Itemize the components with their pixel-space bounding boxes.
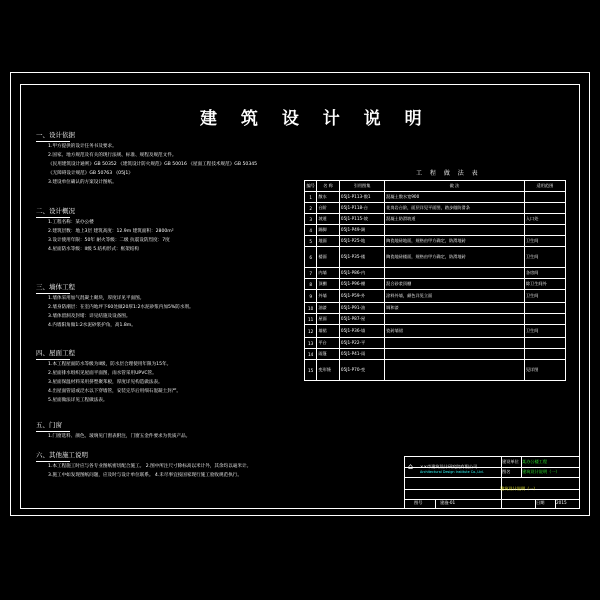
table-cell: 05J1-P59-外 — [339, 290, 384, 303]
note-line: 4.出屋面管道或泛水以下穿墙管，安装完毕后用细石混凝土封严。 — [48, 389, 182, 394]
note-line: 《无障碍设计规范》GB 50763 《05J1》 — [48, 171, 133, 176]
table-cell: 调和漆 — [385, 303, 525, 314]
table-row — [305, 192, 566, 203]
table-cell: 卫生间 — [524, 247, 565, 268]
table-row — [305, 225, 566, 236]
table-cell: 05J1-P70-变 — [339, 360, 384, 381]
table-cell: 05J1-P41-雨 — [339, 349, 384, 360]
table-cell: 05J1-P35-楼 — [339, 247, 384, 268]
table-cell: 地面 — [317, 236, 340, 247]
table-header-cell: 编号 — [305, 181, 317, 192]
table-cell: 15 — [305, 360, 317, 381]
date-label: 日期 — [536, 500, 545, 505]
table-row — [305, 268, 566, 279]
heading-underline — [36, 141, 70, 142]
table-cell: 陶瓷地砖楼面，规格由甲方确定，防滑地砖 — [385, 247, 525, 268]
table-row — [305, 360, 566, 381]
note-line: 2.国家、地方规范及有关的现行法规、标准、规程及规范文件。 — [48, 153, 177, 158]
table-cell: 14 — [305, 349, 317, 360]
drawing-title: 建筑设计说明（一） — [500, 486, 538, 491]
table-cell: 05J1-P113-散1 — [339, 192, 384, 203]
table-cell — [524, 303, 565, 314]
table-cell: 混凝土防滑坡道 — [385, 214, 525, 225]
table-cell: 外墙 — [317, 290, 340, 303]
heading-underline — [36, 293, 70, 294]
note-line: 2.墙身防潮层：在室内地坪下60处做20厚1:2水泥砂浆内加5%防水剂。 — [48, 305, 194, 310]
table-cell: 见详图 — [524, 360, 565, 381]
note-line: 3.屋面保温材料采用挤塑聚苯板，厚度详见构造做法表。 — [48, 380, 163, 385]
table-cell: 各房间 — [524, 268, 565, 279]
company-name-en: Architectural Design Institute Co.,Ltd. — [420, 470, 484, 474]
note-line: 4.内墙阳角做1:2水泥砂浆护角，高1.8m。 — [48, 323, 136, 328]
table-header-row — [305, 181, 566, 192]
table-row — [305, 314, 566, 325]
table-cell: 卫生间 — [524, 325, 565, 338]
table-cell: 05J1-P86-内 — [339, 268, 384, 279]
table-cell: 油漆 — [317, 303, 340, 314]
table-cell: 8 — [305, 279, 317, 290]
table-cell: 05J1-P49-踢 — [339, 225, 384, 236]
table-cell — [524, 192, 565, 203]
section-heading-text: 三、墙体工程 — [36, 283, 75, 291]
note-line: 3.建设单位确认的方案设计图纸。 — [48, 180, 117, 185]
section-heading — [36, 282, 75, 294]
table-cell: 5 — [305, 236, 317, 247]
table-row — [305, 279, 566, 290]
table-cell — [385, 314, 525, 325]
table-cell — [524, 338, 565, 349]
heading-underline — [36, 359, 70, 360]
table-row — [305, 236, 566, 247]
table-cell: 雨篷 — [317, 349, 340, 360]
table-cell: 05J1-P91-油 — [339, 303, 384, 314]
table-row — [305, 303, 566, 314]
table-cell: 2 — [305, 203, 317, 214]
heading-underline — [36, 431, 70, 432]
table-cell: 入口处 — [524, 214, 565, 225]
table-header-cell: 适用范围 — [524, 181, 565, 192]
table-cell: 13 — [305, 338, 317, 349]
heading-underline — [36, 217, 70, 218]
company-logo-icon: ⌂ — [408, 462, 414, 471]
table-row — [305, 325, 566, 338]
table-cell: 屋面 — [317, 314, 340, 325]
table-row — [305, 214, 566, 225]
table-cell: 顶棚 — [317, 279, 340, 290]
table-body — [305, 192, 566, 381]
table-cell — [524, 349, 565, 360]
note-line: 1.本工程屋面防水等级为II级，防水层合理使用年限为15年。 — [48, 362, 172, 367]
table-cell — [385, 268, 525, 279]
table-cell: 踢脚 — [317, 225, 340, 236]
note-line: 3.施工中如发现图纸问题，应及时与设计单位联系。 4.未尽事宜按国家现行施工验收规范执行。 — [48, 473, 242, 478]
table-cell: 花岗岩台阶，面层详见平面图，踏步做防滑条 — [385, 203, 525, 214]
table-caption: 工 程 做 法 表 — [416, 170, 481, 177]
page-title: 建 筑 设 计 说 明 — [200, 109, 431, 129]
table-header-cell: 做 法 — [385, 181, 525, 192]
table-header-cell: 引用图集 — [339, 181, 384, 192]
table-cell: 05J1-P118-台 — [339, 203, 384, 214]
section-heading-text: 四、屋面工程 — [36, 349, 75, 357]
table-cell: 平台 — [317, 338, 340, 349]
note-line: 3.设计使用年限：50年 耐火等级：二级 抗震设防烈度：7度 — [48, 238, 170, 243]
note-line: 1.本工程施工时应与各专业图纸密切配合施工。 2.图中所注尺寸除标高以米计外，其余均以毫米计。 — [48, 464, 252, 469]
note-line: 5.屋面做法详见工程做法表。 — [48, 398, 108, 403]
table-cell: 9 — [305, 290, 317, 303]
table-row — [305, 247, 566, 268]
note-line: 1.甲方提供的设计任务书及要求。 — [48, 144, 117, 149]
table-cell: 05J1-P36-墙 — [339, 325, 384, 338]
table-cell: 变形缝 — [317, 360, 340, 381]
table-row — [305, 290, 566, 303]
note-line: 2.建筑层数：地上3层 建筑高度：12.9m 建筑面积：2800m² — [48, 229, 174, 234]
section-heading — [36, 348, 75, 360]
table-cell: 6 — [305, 247, 317, 268]
table-cell: 内墙 — [317, 268, 340, 279]
table-cell: 混合砂浆顶棚 — [385, 279, 525, 290]
section-heading — [36, 420, 70, 432]
table-cell: 1 — [305, 192, 317, 203]
note-line: 《民用建筑设计通则》GB 50352 《建筑设计防火规范》GB 50016 《屋面工程技术规范》GB 50345 — [48, 162, 258, 167]
note-line: 1.墙体采用加气混凝土砌块，厚度详见平面图。 — [48, 296, 145, 301]
table-cell: 10 — [305, 303, 317, 314]
table-cell: 05J1-P115-坡 — [339, 214, 384, 225]
table-cell: 墙裙 — [317, 325, 340, 338]
table-cell: 台阶 — [317, 203, 340, 214]
heading-underline — [36, 461, 70, 462]
table-cell: 卫生间 — [524, 290, 565, 303]
table-cell: 05J1-P96-棚 — [339, 279, 384, 290]
table-cell — [385, 225, 525, 236]
note-line: 4.屋面防水等级：II级 5.结构形式：框架结构 — [48, 247, 140, 252]
table-cell: 3 — [305, 214, 317, 225]
section-heading-text: 六、其他施工说明 — [36, 451, 88, 459]
table-cell — [385, 338, 525, 349]
table-cell — [524, 225, 565, 236]
table-cell: 除卫生间外 — [524, 279, 565, 290]
table-cell — [385, 360, 525, 381]
table-row — [305, 203, 566, 214]
table-cell: 7 — [305, 268, 317, 279]
table-cell — [524, 314, 565, 325]
note-line: 3.墙体留洞及封堵：详见结施及设备图。 — [48, 314, 131, 319]
construction-table — [304, 180, 566, 381]
drawing-label: 图名 — [502, 469, 511, 474]
table-cell: 卫生间 — [524, 236, 565, 247]
section-heading-text: 一、设计依据 — [36, 131, 75, 139]
table-cell: 散水 — [317, 192, 340, 203]
table-cell: 涂料外墙，颜色详见立面 — [385, 290, 525, 303]
section-heading — [36, 130, 75, 142]
project-label: 建设单位 — [502, 459, 519, 464]
table-row — [305, 349, 566, 360]
table-cell — [524, 203, 565, 214]
section-heading — [36, 206, 75, 218]
date-value: 2015 — [556, 500, 567, 505]
drawing-no: 建施-01 — [440, 500, 456, 505]
section-heading — [36, 450, 88, 462]
note-line: 1.门窗选料、颜色、玻璃见门窗表附注，门窗五金件要求为优质产品。 — [48, 434, 191, 439]
table-cell: 12 — [305, 325, 317, 338]
table-cell: 混凝土散水宽900 — [385, 192, 525, 203]
table-cell: 05J1-P22-平 — [339, 338, 384, 349]
section-heading-text: 五、门窗 — [36, 421, 62, 429]
table-cell: 4 — [305, 225, 317, 236]
table-cell: 陶瓷地砖地面，规格由甲方确定，防滑地砖 — [385, 236, 525, 247]
note-line: 1.工程名称：某办公楼 — [48, 220, 94, 225]
table-header-cell: 名 称 — [317, 181, 340, 192]
table-cell: 瓷砖墙裙 — [385, 325, 525, 338]
table-cell: 坡道 — [317, 214, 340, 225]
table-cell: 11 — [305, 314, 317, 325]
table-cell: 05J1-P25-地 — [339, 236, 384, 247]
drawing-name: 建筑设计说明（一） — [522, 469, 560, 474]
table-row — [305, 338, 566, 349]
table-cell — [385, 349, 525, 360]
company-name: ××市建筑设计研究院有限公司 — [420, 464, 478, 469]
project-name: 某办公楼工程 — [522, 459, 548, 464]
table-cell: 05J1-P87-屋 — [339, 314, 384, 325]
section-heading-text: 二、设计概况 — [36, 207, 75, 215]
table-cell: 楼面 — [317, 247, 340, 268]
drawing-no-label: 图号 — [414, 500, 423, 505]
note-line: 2.屋面排水组织见屋面平面图，雨水管采用UPVC管。 — [48, 371, 157, 376]
